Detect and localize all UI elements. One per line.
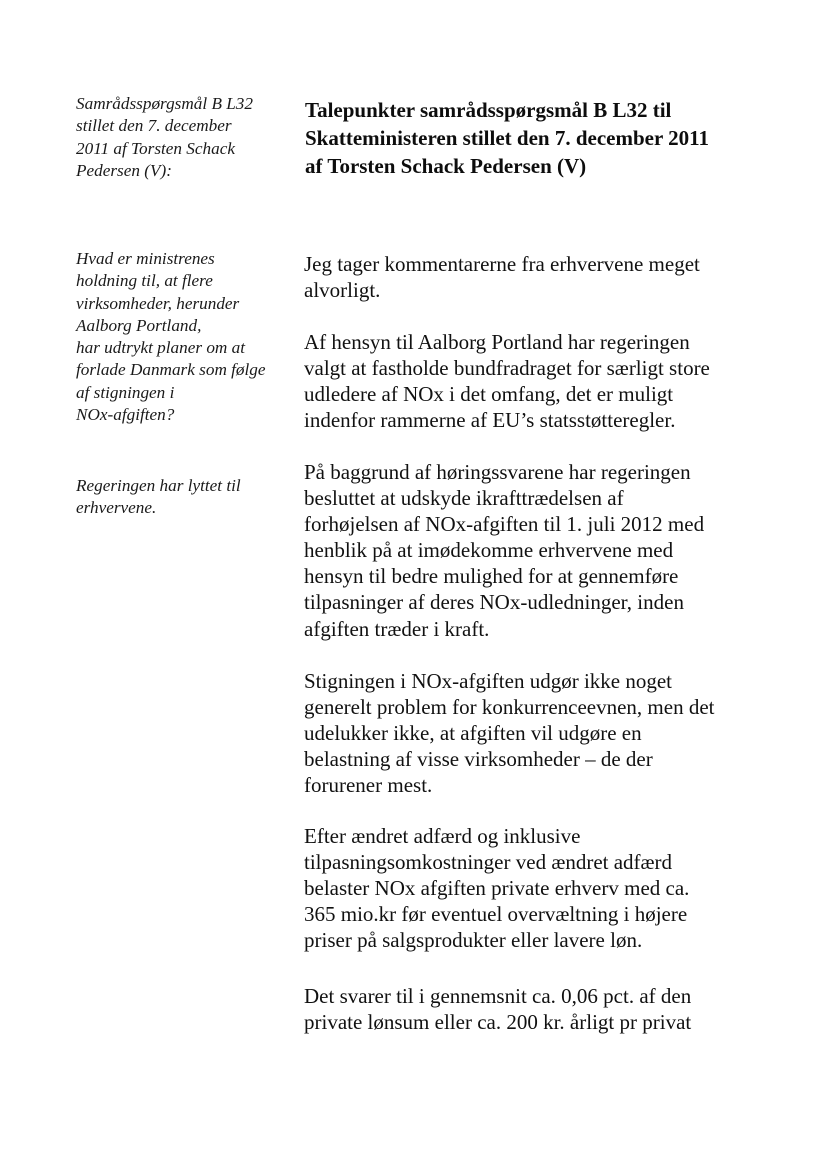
paragraph-line: Jeg tager kommentarerne fra erhvervene meget: [304, 252, 700, 276]
paragraph-line: forhøjelsen af NOx-afgiften til 1. juli 2012 med: [304, 512, 705, 537]
paragraph-line: henblik på at imødekomme erhvervene med: [304, 538, 674, 563]
sidebar-note: [76, 475, 298, 520]
paragraph-line: På baggrund af høringssvarene har regeringen: [304, 460, 691, 484]
sidebar-text-line: virksomheder, herunder: [76, 293, 240, 313]
paragraph-line: indenfor rammerne af EU’s statsstøtteregler.: [304, 408, 676, 433]
paragraph-line: forurener mest.: [304, 773, 433, 798]
paragraph-line: valgt at fastholde bundfradraget for særligt store: [304, 356, 710, 381]
paragraph-line: belastning af visse virksomheder – de der: [304, 747, 653, 772]
paragraph-line: Af hensyn til Aalborg Portland har regeringen: [304, 330, 690, 354]
paragraph-4: [304, 668, 774, 798]
sidebar-text-line: NOx-afgiften?: [76, 405, 175, 425]
sidebar-text-line: Regeringen har lyttet til: [76, 476, 241, 495]
paragraph-line: Stigningen i NOx-afgiften udgør ikke noget: [304, 669, 673, 693]
paragraph-line: belaster NOx afgiften private erhverv med ca.: [304, 876, 690, 901]
paragraph-line: 365 mio.kr før eventuel overvæltning i højere: [304, 902, 688, 927]
sidebar-text-line: forlade Danmark som følge: [76, 360, 266, 380]
paragraph-line: Efter ændret adfærd og inklusive: [304, 824, 581, 848]
sidebar-text-line: erhvervene.: [76, 498, 157, 518]
paragraph-line: afgiften træder i kraft.: [304, 616, 490, 641]
paragraph-line: priser på salgsprodukter eller lavere løn.: [304, 928, 643, 953]
paragraph-line: tilpasningsomkostninger ved ændret adfærd: [304, 850, 673, 875]
paragraph-line: besluttet at udskyde ikrafttrædelsen af: [304, 486, 624, 511]
paragraph-3: [304, 459, 774, 642]
sidebar-text-line: stillet den 7. december: [76, 116, 232, 136]
paragraph-line: hensyn til bedre mulighed for at gennemføre: [304, 564, 679, 589]
sidebar-text-line: 2011 af Torsten Schack: [76, 138, 235, 158]
sidebar-question-reference: [76, 93, 298, 182]
sidebar-question: [76, 248, 298, 426]
paragraph-2: [304, 329, 774, 433]
paragraph-line: private lønsum eller ca. 200 kr. årligt pr privat: [304, 1010, 692, 1035]
paragraph-line: udelukker ikke, at afgiften vil udgøre en: [304, 721, 642, 746]
title-line: Skatteministeren stillet den 7. december 2011: [305, 126, 710, 150]
paragraph-line: Det svarer til i gennemsnit ca. 0,06 pct. af den: [304, 984, 692, 1008]
sidebar-text-line: har udtrykt planer om at: [76, 338, 245, 358]
paragraph-line: tilpasninger af deres NOx-udledninger, inden: [304, 590, 684, 615]
sidebar-text-line: Aalborg Portland,: [76, 315, 202, 335]
title-line: Talepunkter samrådsspørgsmål B L32 til: [305, 98, 672, 122]
paragraph-line: alvorligt.: [304, 278, 381, 303]
page-title: [305, 96, 775, 180]
paragraph-line: generelt problem for konkurrenceevnen, men det: [304, 695, 715, 720]
sidebar-text-line: af stigningen i: [76, 382, 175, 402]
sidebar-text-line: Hvad er ministrenes: [76, 249, 215, 268]
title-line: af Torsten Schack Pedersen (V): [305, 154, 587, 178]
paragraph-line: udledere af NOx i det omfang, det er muligt: [304, 382, 674, 407]
sidebar-text-line: Samrådsspørgsmål B L32: [76, 94, 253, 113]
paragraph-5: [304, 823, 774, 953]
paragraph-1: [304, 251, 774, 303]
sidebar-text-line: Pedersen (V):: [76, 160, 172, 180]
sidebar-text-line: holdning til, at flere: [76, 271, 213, 291]
paragraph-6: [304, 983, 774, 1035]
